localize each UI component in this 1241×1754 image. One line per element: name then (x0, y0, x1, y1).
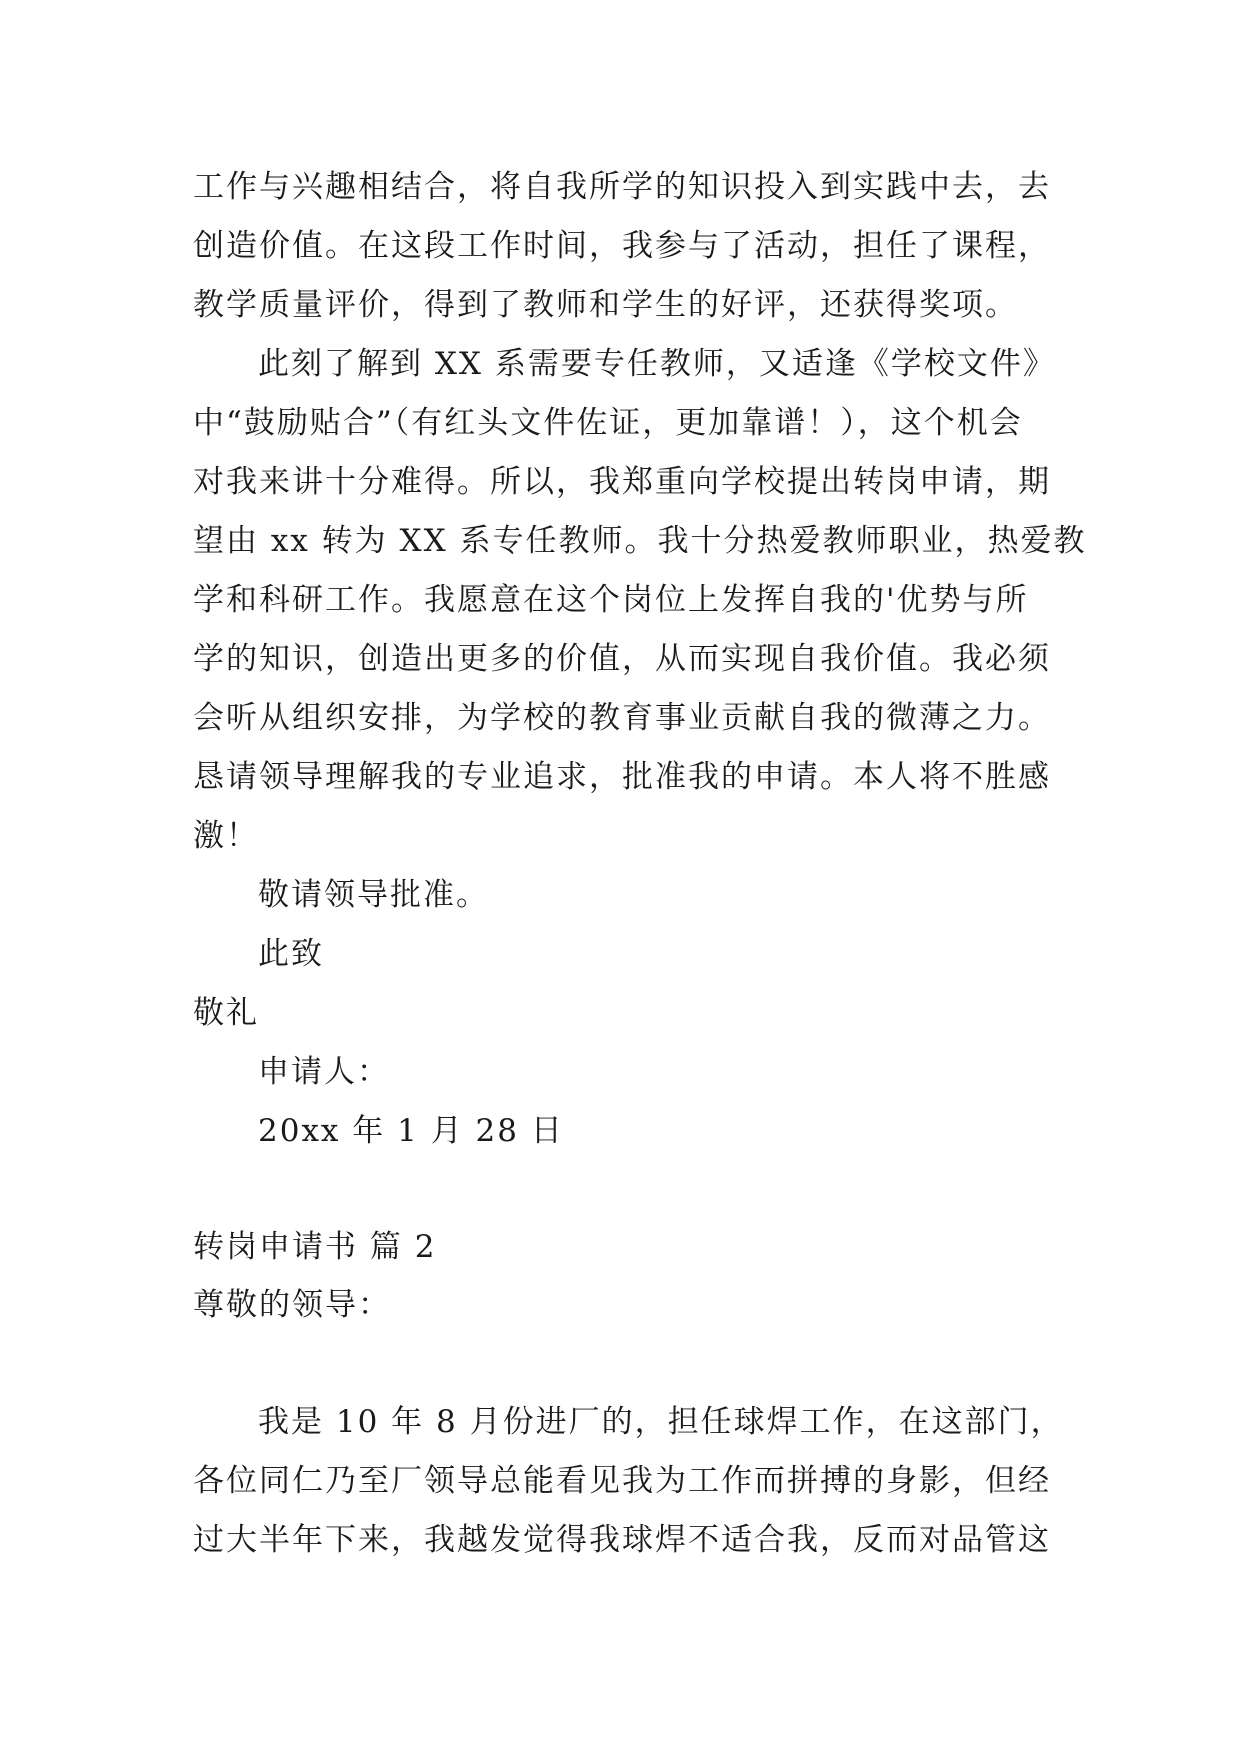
paragraph-line: 各位同仁乃至厂领导总能看见我为工作而拼搏的身影，但经 (193, 1463, 1051, 1499)
paragraph-line: 激！ (193, 818, 259, 854)
signature-date: 20xx 年 1 月 28 日 (258, 1113, 564, 1149)
paragraph-line: 望由 xx 转为 XX 系专任教师。我十分热爱教师职业，热爱教 (193, 523, 1087, 559)
paragraph-line: 恳请领导理解我的专业追求，批准我的申请。本人将不胜感 (193, 759, 1051, 795)
paragraph-line: 学的知识，创造出更多的价值，从而实现自我价值。我必须 (193, 641, 1051, 677)
paragraph-line: 过大半年下来，我越发觉得我球焊不适合我，反而对品管这 (193, 1522, 1051, 1558)
paragraph-line: 教学质量评价，得到了教师和学生的好评，还获得奖项。 (193, 287, 1018, 323)
applicant-label: 申请人： (258, 1054, 390, 1090)
closing-cizhi: 此致 (258, 936, 324, 972)
paragraph-line: 创造价值。在这段工作时间，我参与了活动，担任了课程， (193, 228, 1051, 264)
paragraph-line: 对我来讲十分难得。所以，我郑重向学校提出转岗申请，期 (193, 464, 1051, 500)
closing-request: 敬请领导批准。 (258, 877, 489, 913)
paragraph-line: 学和科研工作。我愿意在这个岗位上发挥自我的'优势与所 (193, 582, 1029, 618)
closing-jingli: 敬礼 (193, 995, 259, 1031)
paragraph-line: 会听从组织安排，为学校的教育事业贡献自我的微薄之力。 (193, 700, 1051, 736)
paragraph-line: 此刻了解到 XX 系需要专任教师，又适逢《学校文件》 (258, 346, 1056, 382)
paragraph-line: 中“鼓励贴合”（有红头文件佐证，更加靠谱！），这个机会 (193, 405, 1023, 441)
salutation: 尊敬的领导： (193, 1287, 391, 1323)
paragraph-line: 我是 10 年 8 月份进厂的，担任球焊工作，在这部门， (258, 1404, 1064, 1440)
section-title: 转岗申请书 篇 2 (193, 1229, 437, 1265)
paragraph-line: 工作与兴趣相结合，将自我所学的知识投入到实践中去，去 (193, 169, 1051, 205)
